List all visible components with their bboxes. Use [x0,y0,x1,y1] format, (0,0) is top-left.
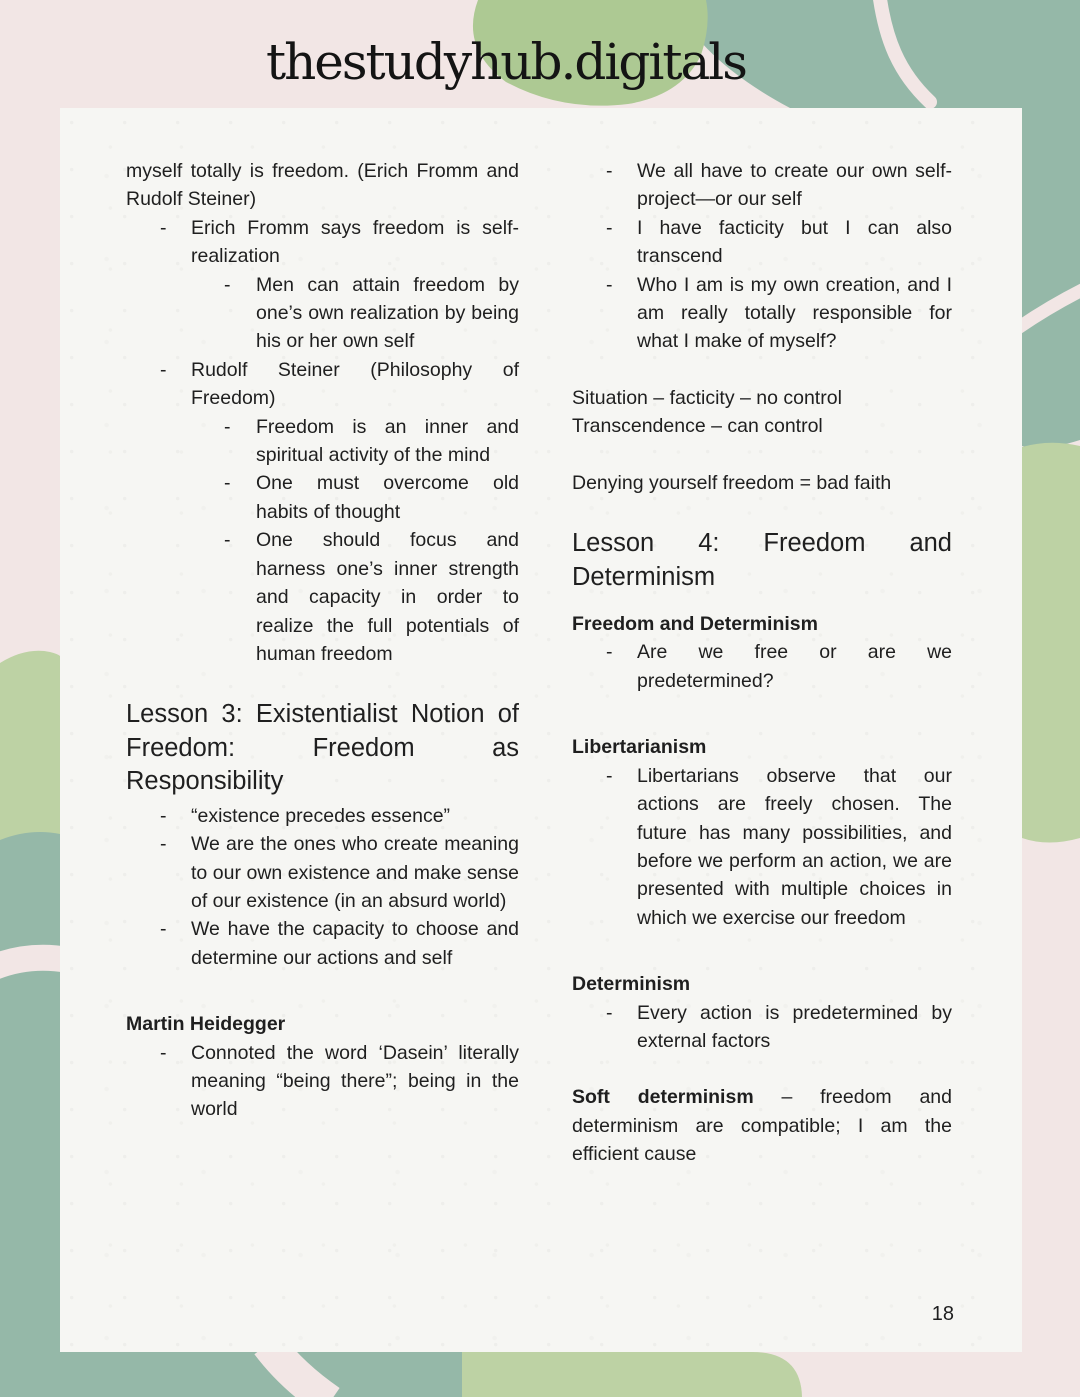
bullet-marker: - [160,216,167,239]
bullet-marker: - [160,1041,167,1064]
bullet-marker: - [224,273,231,296]
paragraph-line: Transcendence – can control [572,415,823,438]
bullet-marker: - [224,472,231,495]
two-column-layout [60,108,1022,1169]
bullet-marker: - [160,833,167,856]
list-item-text: Who I am is my own creation, and I am really totally responsible for what I make of myself? [637,273,952,353]
list-item [126,802,519,830]
list-item [126,830,519,915]
list-item-text: I have facticity but I can also transcend [637,216,952,268]
list-item-text: We have the capacity to choose and determine our actions and self [191,918,519,969]
bullet-marker: - [606,764,613,787]
bullet-marker: - [224,415,231,438]
list-item [126,915,519,972]
green-blob-bottom [462,1352,802,1397]
sub-heading: Martin Heidegger [126,1013,286,1036]
page-number: 18 [931,1303,954,1325]
sub-heading: Freedom and Determinism [572,613,818,636]
sub-heading: Libertarianism [572,736,707,759]
document-page [60,108,1022,1352]
left-column [126,157,519,1169]
paragraph-text: – freedom and determinism are compatible; I am the efficient cause [572,1086,952,1166]
bullet-marker: - [224,529,231,552]
section-heading: Lesson 4: Freedom and Determinism [572,529,952,591]
bullet-marker: - [606,216,613,239]
paragraph-line: Situation – facticity – no control [572,386,842,409]
bullet-marker: - [160,804,167,827]
bullet-marker: - [606,160,613,182]
list-item [126,413,519,470]
list-item-text: Rudolf Steiner (Philosophy of Freedom) [191,358,519,410]
paragraph [572,384,952,441]
list-item [572,271,952,356]
list-item-text: One should focus and harness one’s inner strength and capacity in order to realize the full potentials of human freedom [256,529,519,665]
green-blob-right-margin [1022,443,1080,843]
list-item [126,214,519,271]
green-blob-left-margin [0,651,60,852]
list-item-text: “existence precedes essence” [191,804,451,827]
list-item-text: Connoted the word ‘Dasein’ literally meaning “being there”; being in the world [191,1041,519,1121]
list-item [126,469,519,526]
list-item [572,157,952,214]
bullet-marker: - [160,918,167,941]
list-item [572,762,952,932]
list-item-text: Every action is predetermined by external factors [637,1001,952,1052]
paragraph [572,1083,952,1168]
bullet-marker: - [606,273,613,296]
list-item [572,999,952,1056]
list-item [126,356,519,413]
list-item-text: Men can attain freedom by one’s own realization by being his or her own self [256,273,519,353]
list-item-text: Freedom is an inner and spiritual activity of the mind [256,415,519,467]
section-heading: Lesson 3: Existentialist Notion of Freedom: Freedom as Responsibility [126,700,519,796]
list-item-text: Erich Fromm says freedom is self-realization [191,216,519,268]
list-item-text: Are we free or are we predetermined? [637,641,952,692]
list-item-text: One must overcome old habits of thought [256,472,519,523]
list-item-text: We all have to create our own self-project—or our self [637,160,952,211]
bullet-marker: - [606,1001,613,1024]
list-item [126,526,519,668]
paragraph: Denying yourself freedom = bad faith [572,471,892,494]
list-item [572,214,952,271]
list-item-text: Libertarians observe that our actions are freely chosen. The future has many possibilities, and before we perform an action, we are presented with multiple choices in which we exercise our freedom [637,764,952,929]
list-item [126,271,519,356]
list-item-text: We are the ones who create meaning to our own existence and make sense of our existence (in an absurd world) [191,833,519,913]
bullet-marker: - [160,358,167,381]
bold-lead: Soft determinism [572,1086,754,1109]
right-column [572,157,952,1169]
list-item [126,1039,519,1124]
list-item [572,638,952,695]
brand-title: thestudyhub.digitals [266,33,746,91]
paragraph: myself totally is freedom. (Erich Fromm and Rudolf Steiner) [126,160,519,211]
bullet-marker: - [606,641,613,664]
sub-heading: Determinism [572,973,691,996]
curve-line-left-margin [0,958,68,968]
